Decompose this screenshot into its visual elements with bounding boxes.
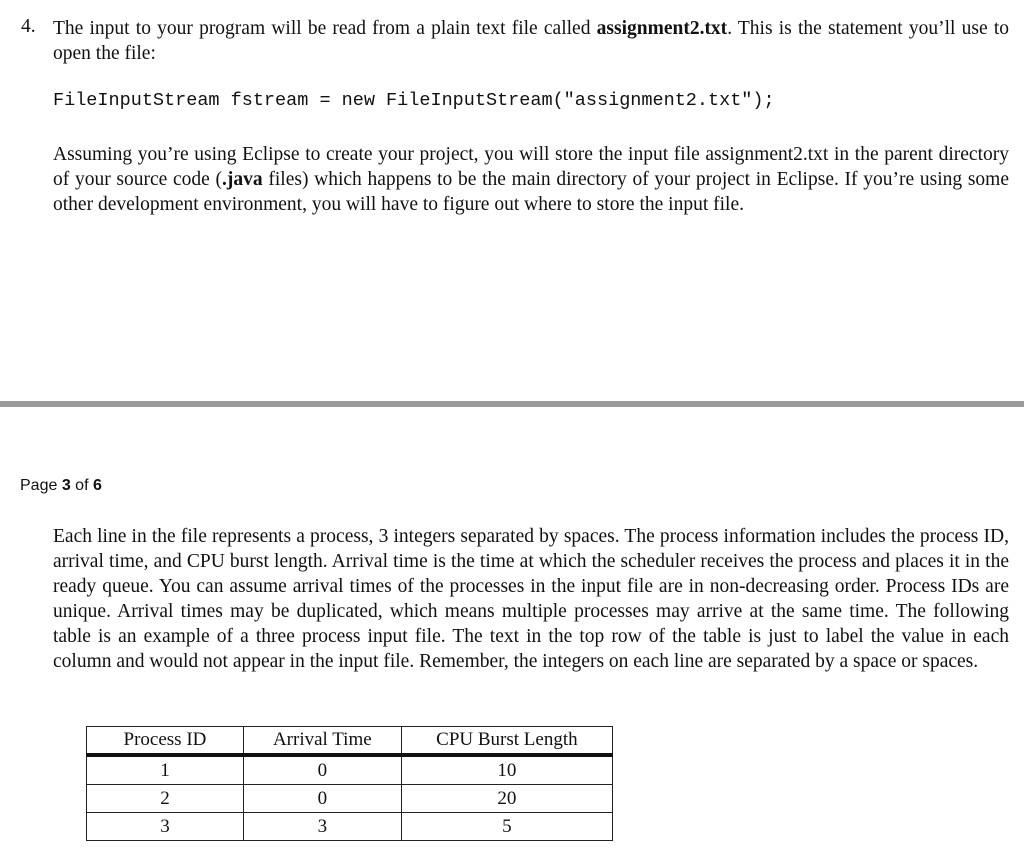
assume-text-b: files) which happens to be the main directory of your project in Eclipse. If you’re using some other development environment, you will have to figure out where to store the input file. xyxy=(53,169,1009,215)
cell-process-id: 2 xyxy=(87,785,244,813)
page-current: 3 xyxy=(61,477,71,494)
table-header-row xyxy=(87,727,613,756)
intro-text-a: The input to your program will be read from a plain text file called xyxy=(53,18,597,39)
assume-paragraph xyxy=(53,142,1009,217)
cell-cpu-burst: 10 xyxy=(401,755,612,785)
header-process-id: Process ID xyxy=(87,727,244,756)
page-number-label xyxy=(20,477,102,495)
code-statement: FileInputStream fstream = new FileInputStream("assignment2.txt"); xyxy=(53,90,775,111)
cell-arrival-time: 0 xyxy=(243,755,401,785)
assume-java-ext: .java xyxy=(222,169,263,190)
page-total: 6 xyxy=(92,477,102,494)
intro-paragraph xyxy=(53,16,1009,66)
table-row xyxy=(87,785,613,813)
assume-text-a: Assuming you’re using Eclipse to create your project, you will store the input file assignment2.txt in the parent directory of your source code ( xyxy=(53,144,1009,190)
process-table xyxy=(86,726,613,841)
cell-arrival-time: 3 xyxy=(243,813,401,841)
process-description-paragraph: Each line in the file represents a process, 3 integers separated by spaces. The process information includes the process ID, arrival time, and CPU burst length. Arrival time is the time at which the scheduler receives the process and places it in the ready queue. You can assume arrival times of the processes in the input file are in non-decreasing order. Process IDs are unique. Arrival times may be duplicated, which means multiple processes may arrive at the same time. The following table is an example of a three process input file. The text in the top row of the table is just to label the value in each column and would not appear in the input file. Remember, the integers on each line are separated by a space or spaces. xyxy=(53,526,1009,672)
intro-text-b: . This is the statement you’ll use to open the file: xyxy=(53,18,1009,64)
page-middle: of xyxy=(70,477,93,494)
cell-cpu-burst: 5 xyxy=(401,813,612,841)
list-item-number: 4. xyxy=(21,16,36,37)
cell-process-id: 3 xyxy=(87,813,244,841)
cell-cpu-burst: 20 xyxy=(401,785,612,813)
page-prefix: Page xyxy=(20,477,62,494)
page-break-divider xyxy=(0,401,1024,407)
header-cpu-burst: CPU Burst Length xyxy=(401,727,612,756)
cell-process-id: 1 xyxy=(87,755,244,785)
intro-filename: assignment2.txt xyxy=(596,18,728,39)
table-row xyxy=(87,755,613,785)
table-row xyxy=(87,813,613,841)
cell-arrival-time: 0 xyxy=(243,785,401,813)
header-arrival-time: Arrival Time xyxy=(243,727,401,756)
